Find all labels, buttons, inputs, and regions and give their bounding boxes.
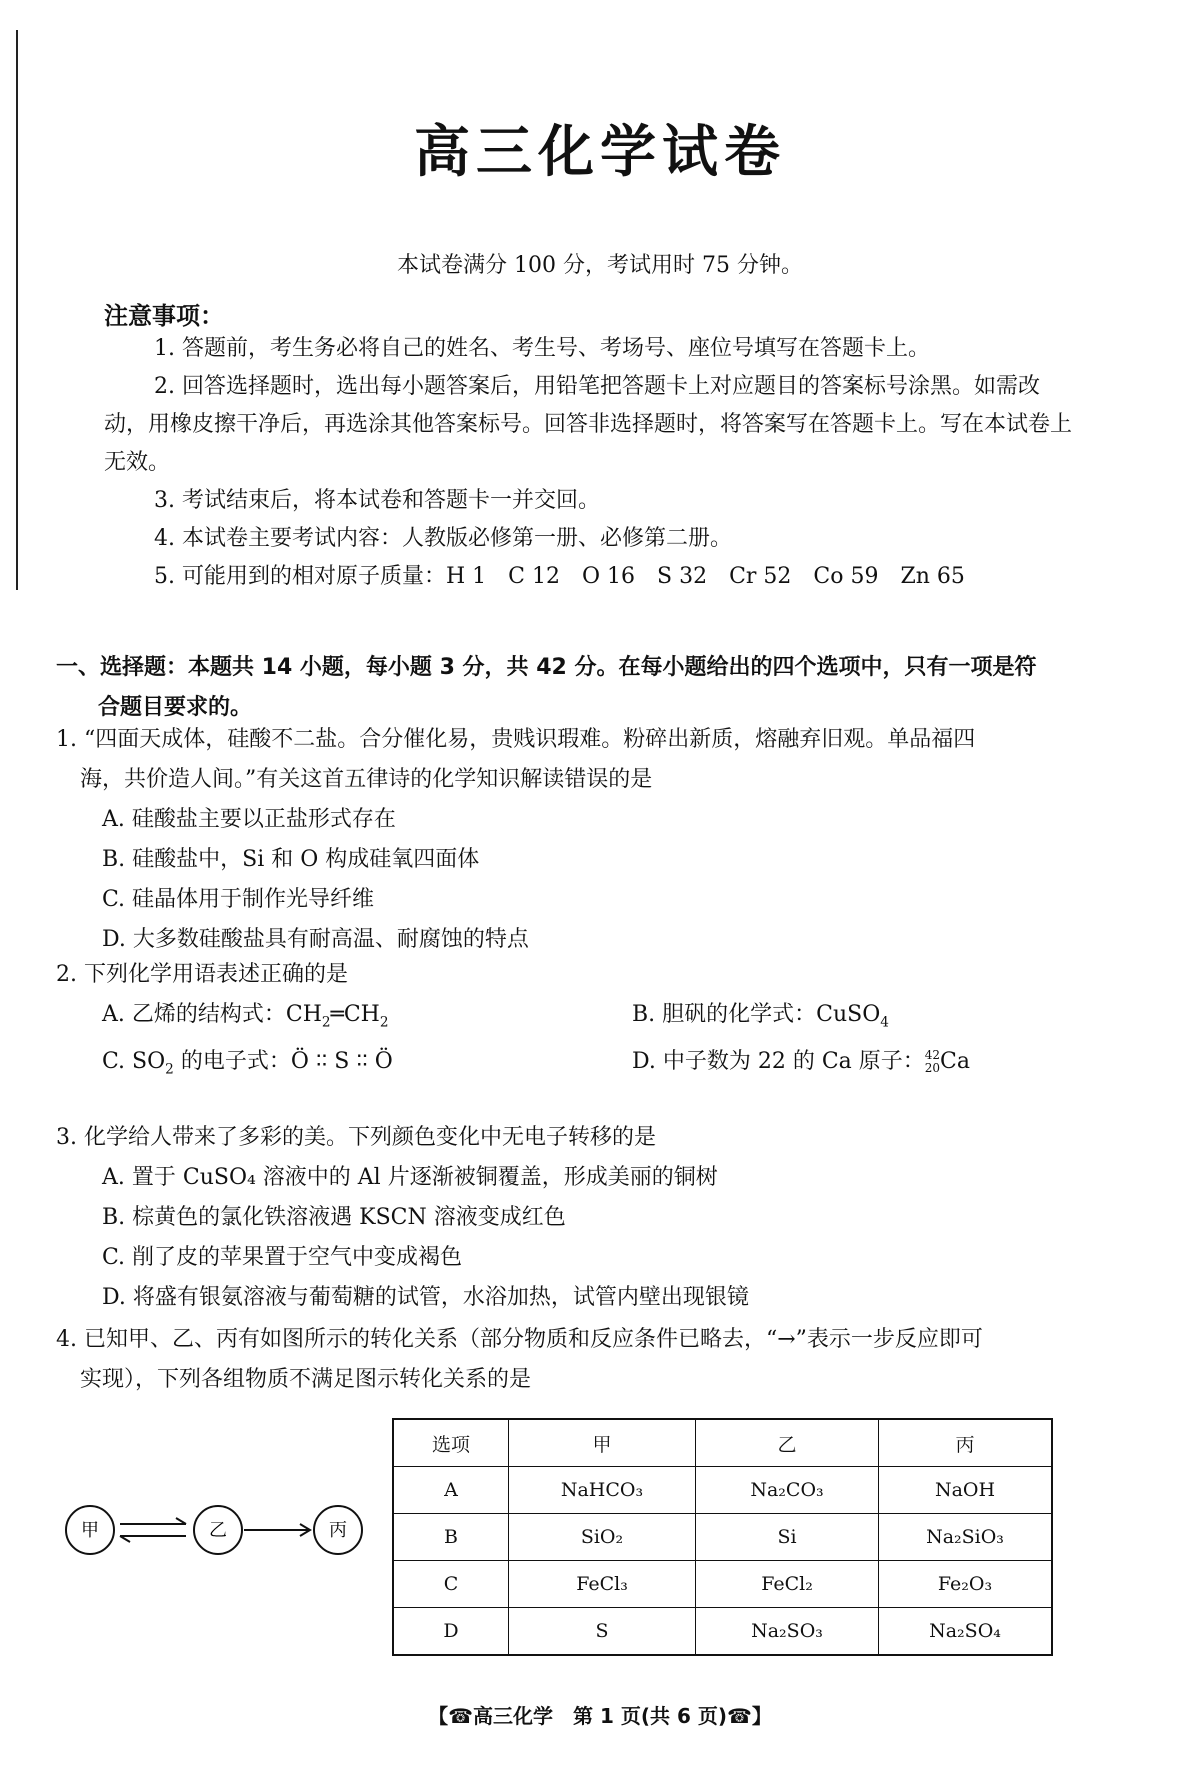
question-4 (56, 1320, 1116, 1400)
page-title: 高三化学试卷 (414, 120, 786, 185)
notice-item: 1. 答题前，考生务必将自己的姓名、考生号、考场号、座位号填写在答题卡上。 (154, 336, 930, 361)
exam-info: 本试卷满分 100 分，考试用时 75 分钟。 (397, 253, 803, 278)
question-stem: 海，共价造人间。”有关这首五律诗的化学知识解读错误的是 (80, 767, 653, 792)
table-cell: NaHCO₃ (509, 1467, 696, 1514)
table-cell: B (393, 1514, 509, 1561)
table-cell: C (393, 1561, 509, 1608)
notice-item: 4. 本试卷主要考试内容：人教版必修第一册、必修第二册。 (154, 526, 732, 551)
question-stem: 3. 化学给人带来了多彩的美。下列颜色变化中无电子转移的是 (56, 1125, 656, 1150)
table-row (393, 1561, 1052, 1608)
notice-item: 5. 可能用到的相对原子质量：H 1 C 12 O 16 S 32 Cr 52 Co 59 Zn 65 (154, 564, 965, 589)
table-header-row (393, 1419, 1052, 1467)
option-d: D. 将盛有银氨溶液与葡萄糖的试管，水浴加热，试管内壁出现银镜 (102, 1285, 749, 1310)
table-cell: FeCl₃ (509, 1561, 696, 1608)
question-2 (56, 955, 1116, 1090)
node-yi: 乙 (209, 1520, 227, 1541)
question-stem: 实现），下列各组物质不满足图示转化关系的是 (80, 1367, 532, 1392)
table-row (393, 1608, 1052, 1656)
option-a: A. 置于 CuSO₄ 溶液中的 Al 片逐渐被铜覆盖，形成美丽的铜树 (102, 1165, 718, 1190)
question-stem: 2. 下列化学用语表述正确的是 (56, 962, 348, 987)
table-row (393, 1467, 1052, 1514)
table-cell: Na₂CO₃ (696, 1467, 879, 1514)
table-cell: Na₂SO₃ (696, 1608, 879, 1656)
table-cell: FeCl₂ (696, 1561, 879, 1608)
table-cell: Na₂SiO₃ (879, 1514, 1053, 1561)
arrow-yi-to-bing (244, 1524, 310, 1536)
section-heading-line: 合题目要求的。 (98, 695, 253, 720)
table-cell: NaOH (879, 1467, 1053, 1514)
table-header: 选项 (393, 1419, 509, 1467)
table-cell: Na₂SO₄ (879, 1608, 1053, 1656)
option-a: A. 乙烯的结构式：$CH_2═CH_2$ (102, 1002, 389, 1031)
notice-item: 2. 回答选择题时，选出每小题答案后，用铅笔把答题卡上对应题目的答案标号涂黑。如需改动，用橡皮擦干净后，再选涂其他答案标号。回答非选择题时，将答案写在答题卡上。写在本试卷上无效。 (104, 374, 1073, 475)
option-c: C. $SO_2$ 的电子式：Ö ∶∶ S ∶∶ Ö (102, 1049, 393, 1078)
notice-list (104, 330, 1074, 596)
option-d: D. 中子数为 22 的 Ca 原子： 42 20 Ca (632, 1048, 970, 1076)
option-b: B. 胆矾的化学式：CuSO$_4$ (632, 1002, 889, 1031)
notice-heading: 注意事项： (104, 302, 224, 330)
node-bing: 丙 (329, 1520, 347, 1541)
option-a: A. 硅酸盐主要以正盐形式存在 (102, 807, 396, 832)
question-1 (56, 720, 1116, 960)
options-table (392, 1418, 1053, 1656)
page-footer: 【☎高三化学 第 1 页(共 6 页)☎】 (428, 1704, 772, 1728)
question-3 (56, 1118, 1116, 1318)
table-cell: Fe₂O₃ (879, 1561, 1053, 1608)
conversion-diagram (60, 1490, 380, 1570)
question-stem: 4. 已知甲、乙、丙有如图所示的转化关系（部分物质和反应条件已略去，“→”表示一步反应即可 (56, 1327, 983, 1352)
option-c: C. 削了皮的苹果置于空气中变成褐色 (102, 1245, 463, 1270)
electron-formula: Ö ∶∶ S ∶∶ Ö (290, 1049, 393, 1075)
arrow-yi-to-jia (120, 1536, 186, 1542)
table-header: 乙 (696, 1419, 879, 1467)
section-heading-line: 一、选择题：本题共 14 小题，每小题 3 分，共 42 分。在每小题给出的四个选项中，只有一项是符 (56, 655, 1037, 680)
table-cell: S (509, 1608, 696, 1656)
option-d: D. 大多数硅酸盐具有耐高温、耐腐蚀的特点 (102, 927, 529, 952)
question-stem: 1. “四面天成体，硅酸不二盐。合分催化易，贵贱识瑕难。粉碎出新质，熔融弃旧观。单品福四 (56, 727, 976, 752)
table-cell: D (393, 1608, 509, 1656)
table-header: 甲 (509, 1419, 696, 1467)
table-cell: A (393, 1467, 509, 1514)
option-b: B. 硅酸盐中，Si 和 O 构成硅氧四面体 (102, 847, 480, 872)
table-row (393, 1514, 1052, 1561)
section-heading (56, 648, 1116, 728)
arrow-jia-to-yi (120, 1518, 186, 1524)
option-b: B. 棕黄色的氯化铁溶液遇 KSCN 溶液变成红色 (102, 1205, 566, 1230)
option-c: C. 硅晶体用于制作光导纤维 (102, 887, 375, 912)
table-header: 丙 (879, 1419, 1053, 1467)
table-cell: Si (696, 1514, 879, 1561)
notice-item: 3. 考试结束后，将本试卷和答题卡一并交回。 (154, 488, 600, 513)
table-cell: SiO₂ (509, 1514, 696, 1561)
node-jia: 甲 (81, 1520, 99, 1541)
